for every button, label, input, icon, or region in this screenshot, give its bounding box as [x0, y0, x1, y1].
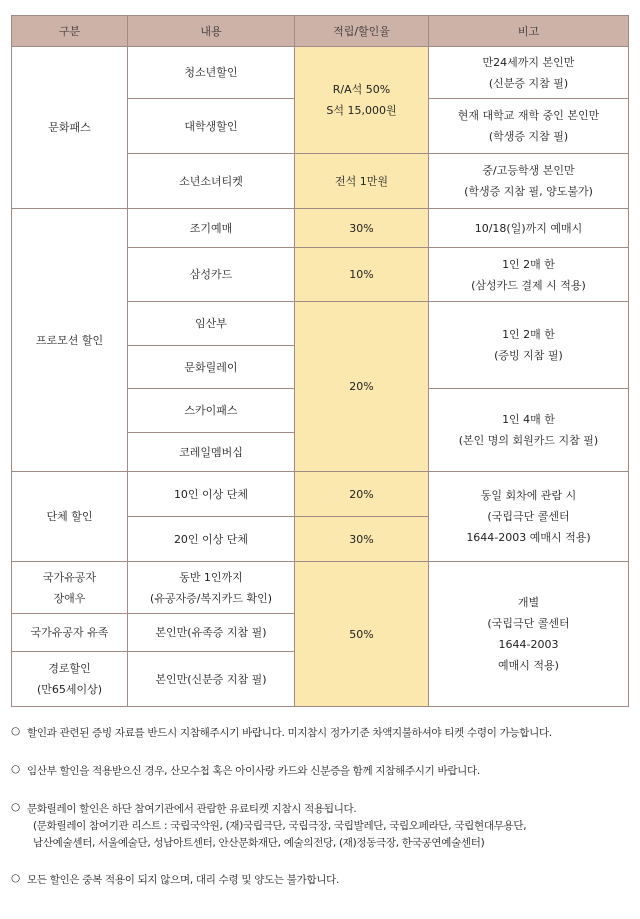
table-row	[12, 472, 629, 517]
content-cell: 소년소녀티켓	[128, 154, 295, 209]
footnote-text: 임산부 할인을 적용받으신 경우, 산모수첩 혹은 아이사랑 카드와 신분증을 함께 지참해주시기 바랍니다.	[27, 765, 480, 777]
circle-bullet-icon: ○	[11, 801, 20, 813]
rate-cell: 전석 1만원	[295, 154, 429, 209]
circle-bullet-icon: ○	[11, 725, 20, 737]
remarks-line: (삼성카드 결제 시 적용)	[471, 278, 586, 292]
table-header-row	[12, 16, 629, 47]
remarks-line: 현재 대학교 재학 중인 본인만	[457, 109, 600, 122]
footnotes	[11, 725, 631, 889]
category-cell: 국가유공자 유족	[12, 614, 128, 652]
content-cell: 대학생할인	[128, 99, 295, 154]
content-cell: 본인만(신분증 지참 필)	[128, 652, 295, 707]
category-cell: 단체 할인	[12, 472, 128, 562]
remarks-line: 만24세까지 본인만	[482, 55, 575, 69]
rate-cell: 20%	[295, 302, 429, 472]
content-line: (유공자증/복지카드 확인)	[149, 591, 273, 605]
remarks-cell	[429, 99, 629, 154]
remarks-line: (본인 명의 회원카드 지참 필)	[458, 434, 599, 447]
content-cell: 10인 이상 단체	[128, 472, 295, 517]
footnote-text: 문화릴레이 할인은 하단 참여기관에서 관람한 유료티켓 지참시 적용됩니다.	[27, 803, 357, 815]
discount-table	[11, 15, 629, 707]
header-content: 내용	[128, 16, 295, 47]
rate-cell	[295, 47, 429, 154]
category-line: 장애우	[53, 591, 86, 605]
rate-cell: 50%	[295, 562, 429, 707]
category-cell: 문화패스	[12, 47, 128, 209]
footnote	[11, 763, 631, 780]
content-cell: 임산부	[128, 302, 295, 346]
content-cell: 조기예매	[128, 209, 295, 248]
footnote	[11, 872, 631, 889]
table-row	[12, 47, 629, 99]
remarks-cell	[429, 389, 629, 472]
table-row	[12, 562, 629, 614]
remarks-line: 1644-2003 예매시 적용)	[466, 531, 591, 544]
table-row	[12, 209, 629, 248]
rate-cell: 30%	[295, 517, 429, 562]
remarks-cell	[429, 472, 629, 562]
circle-bullet-icon: ○	[11, 872, 20, 884]
footnote	[11, 725, 631, 742]
content-cell	[128, 562, 295, 614]
header-rate: 적립/할인율	[295, 16, 429, 47]
category-line: 국가유공자	[42, 570, 97, 584]
header-remarks: 비고	[429, 16, 629, 47]
footnote	[11, 801, 631, 852]
footnote-text: 할인과 관련된 증빙 자료를 반드시 지참해주시기 바랍니다. 미지참시 정가기준 차액지불하셔야 티켓 수령이 가능합니다.	[27, 727, 552, 739]
remarks-line: (증빙 지참 필)	[494, 349, 563, 362]
remarks-line: 동일 회차에 관람 시	[480, 489, 577, 502]
remarks-cell	[429, 248, 629, 302]
content-cell: 본인만(유족증 지참 필)	[128, 614, 295, 652]
remarks-line: (국립극단 콜센터	[487, 617, 570, 630]
category-cell	[12, 562, 128, 614]
rate-cell: 10%	[295, 248, 429, 302]
category-line: (만65세이상)	[36, 683, 103, 696]
footnote-text: 모든 할인은 중복 적용이 되지 않으며, 대리 수령 및 양도는 불가합니다.	[27, 874, 340, 886]
rate-line: S석 15,000원	[326, 104, 397, 117]
remarks-line: 중/고등학생 본인만	[482, 164, 575, 177]
content-cell: 청소년할인	[128, 47, 295, 99]
content-cell: 20인 이상 단체	[128, 517, 295, 562]
remarks-cell	[429, 47, 629, 99]
remarks-line: (학생증 지참 필, 양도불가)	[464, 185, 593, 198]
footnote-subtext: 남산예술센터, 서울예술단, 성남아트센터, 안산문화재단, 예술의전당, (재)정동극장, 한국공연예술센터)	[33, 837, 485, 849]
header-category: 구분	[12, 16, 128, 47]
remarks-line: (학생증 지참 필)	[488, 130, 569, 143]
remarks-line: 개별	[517, 596, 540, 609]
remarks-line: (신분증 지참 필)	[488, 76, 569, 90]
rate-cell: 20%	[295, 472, 429, 517]
content-cell: 스카이패스	[128, 389, 295, 433]
remarks-line: (국립극단 콜센터	[487, 510, 570, 523]
remarks-line: 1인 2매 한	[502, 328, 555, 341]
category-cell	[12, 652, 128, 707]
rate-line: R/A석 50%	[332, 83, 391, 96]
remarks-cell	[429, 302, 629, 389]
remarks-cell: 10/18(일)까지 예매시	[429, 209, 629, 248]
content-cell: 코레일멤버십	[128, 433, 295, 472]
remarks-line: 1인 2매 한	[502, 257, 555, 271]
remarks-line: 1인 4매 한	[502, 413, 555, 426]
category-line: 경로할인	[48, 662, 91, 675]
footnote-subtext: (문화릴레이 참여기관 리스트 : 국립국악원, (재)국립극단, 국립극장, 국립발레단, 국립오페라단, 국립현대무용단,	[33, 820, 527, 832]
remarks-line: 예매시 적용)	[498, 659, 559, 672]
circle-bullet-icon: ○	[11, 763, 20, 775]
remarks-cell	[429, 154, 629, 209]
content-line: 동반 1인까지	[179, 570, 243, 584]
category-cell: 프로모션 할인	[12, 209, 128, 472]
remarks-cell	[429, 562, 629, 707]
content-cell: 삼성카드	[128, 248, 295, 302]
remarks-line: 1644-2003	[498, 638, 559, 651]
content-cell: 문화릴레이	[128, 346, 295, 389]
rate-cell: 30%	[295, 209, 429, 248]
